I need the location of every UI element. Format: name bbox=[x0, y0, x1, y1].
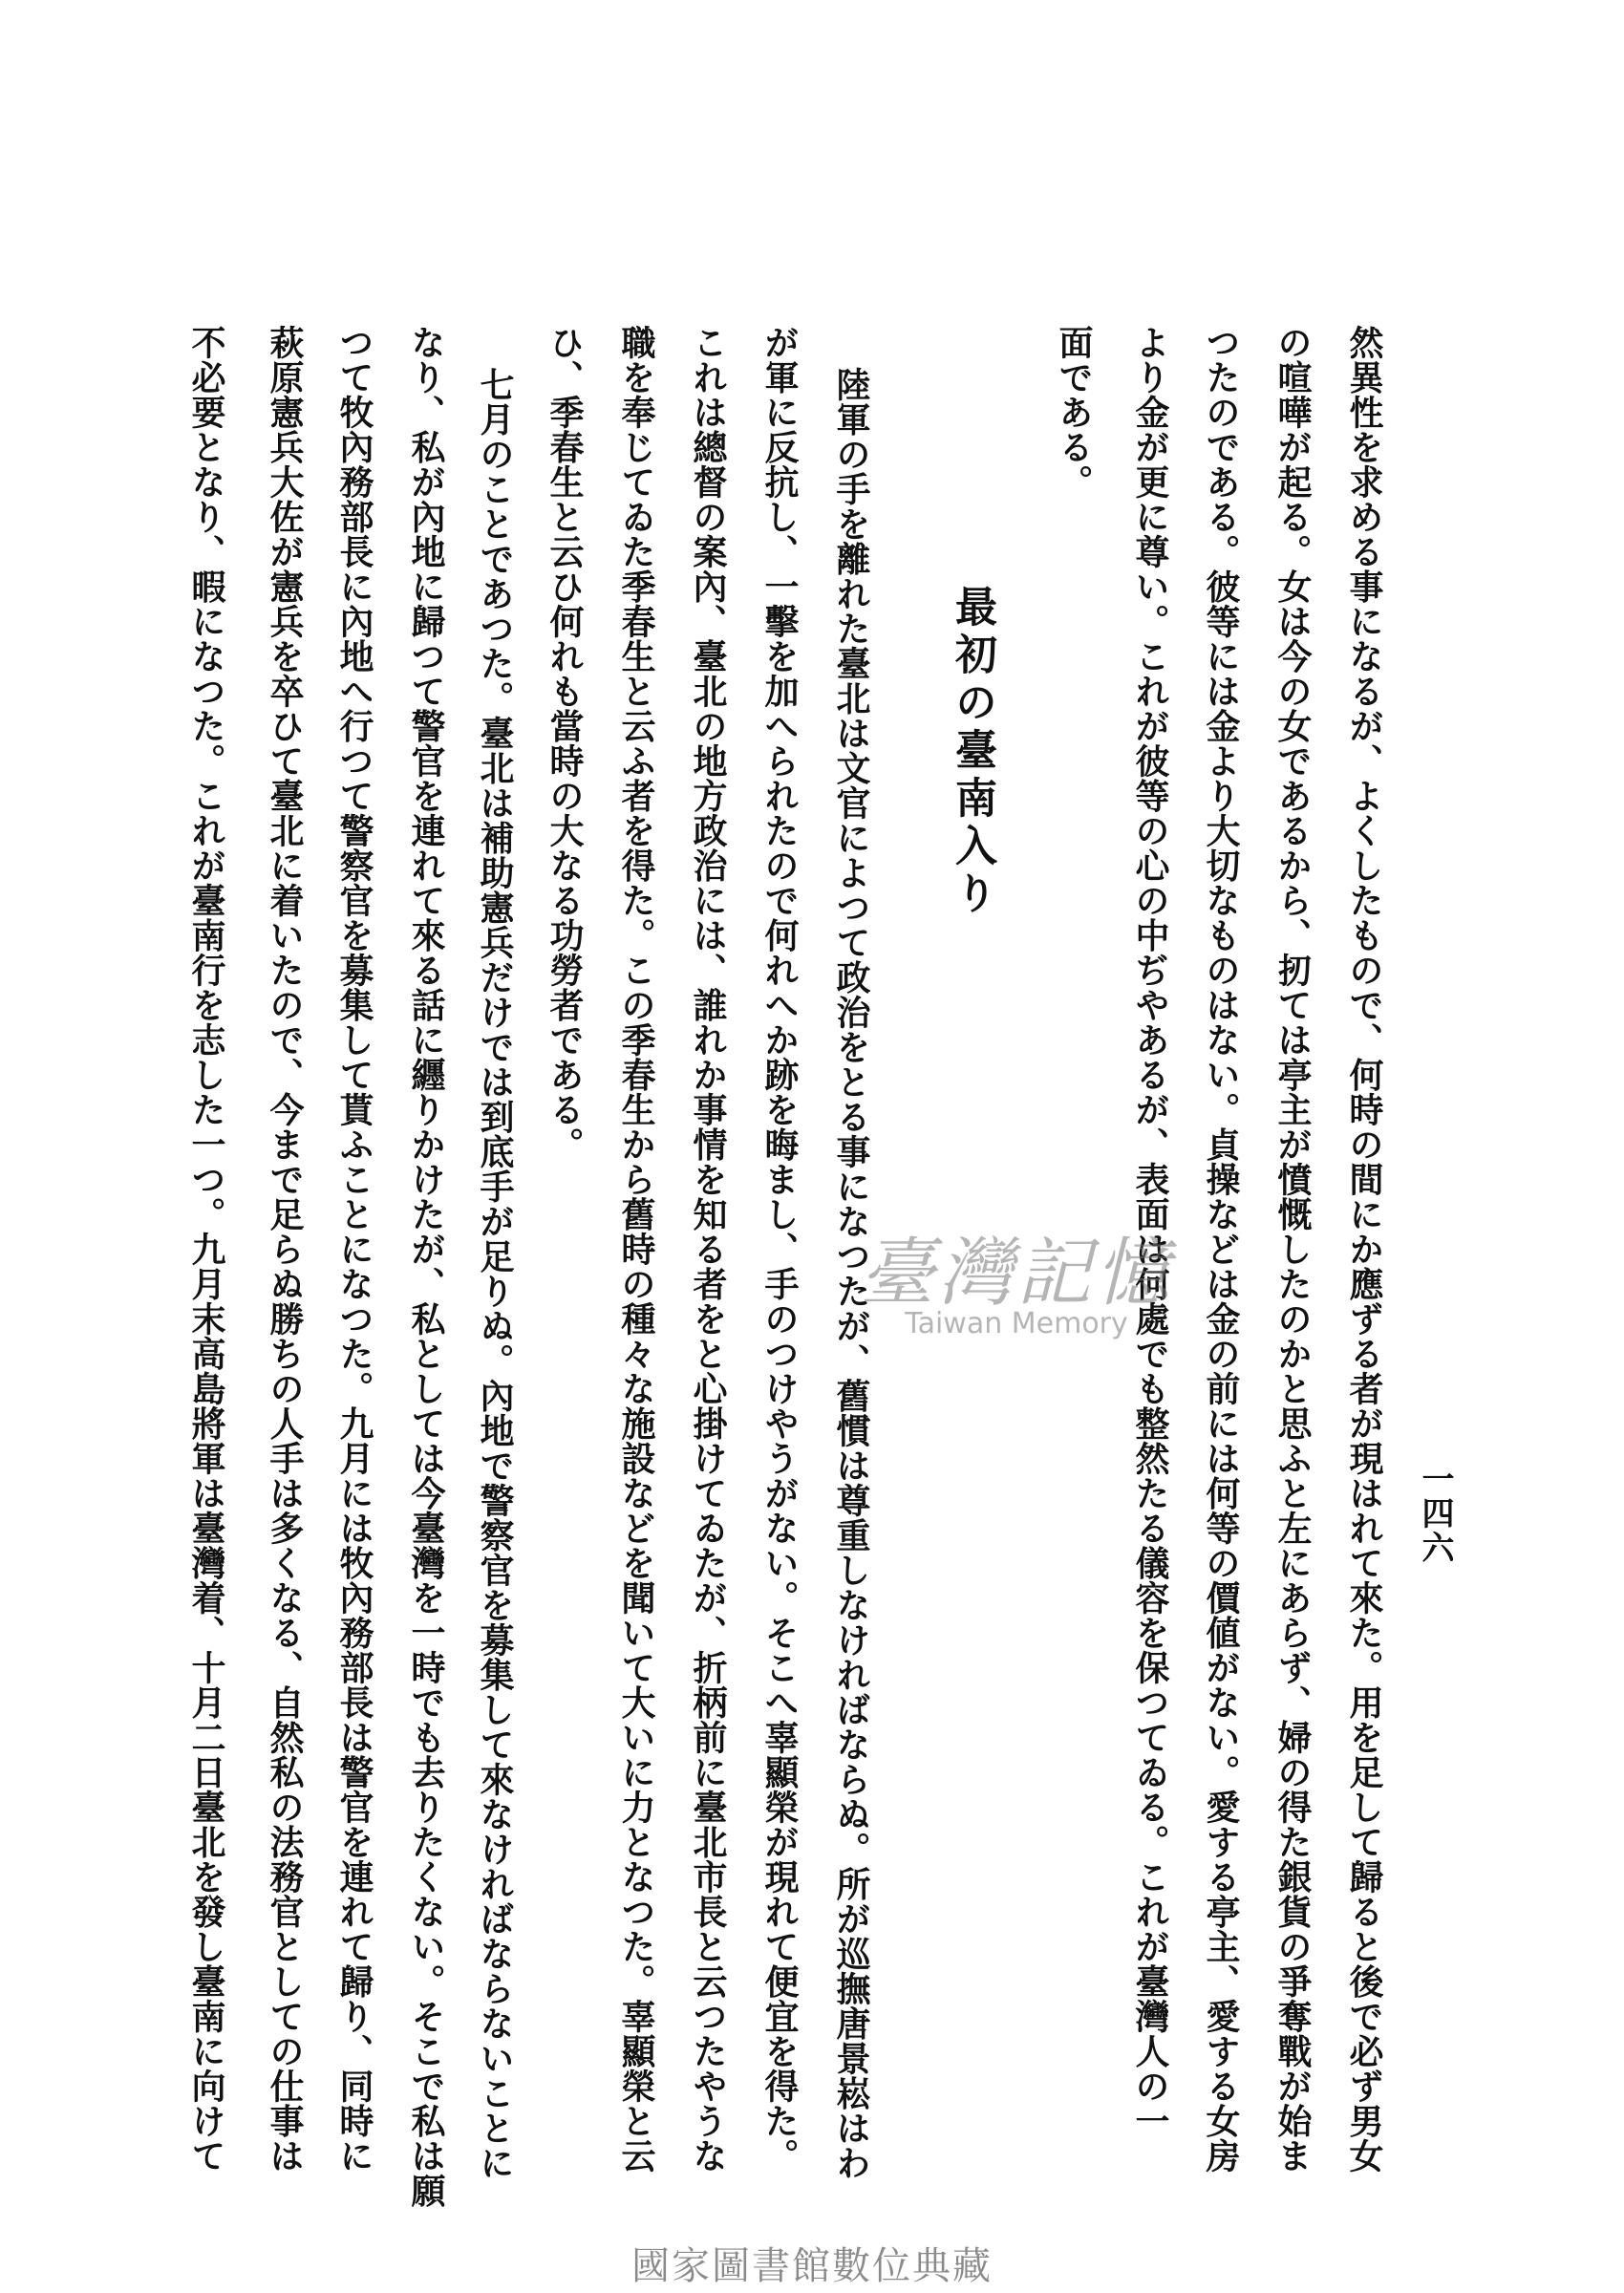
text-column-2: の喧嘩が起る。女は今の女であるから、扨ては亭主が憤慨したのかと思ふと左にあらず、婦の得た銀貨の爭奪戰が始ま bbox=[1272, 325, 1313, 2174]
watermark-logo: 臺灣記憶 bbox=[860, 1231, 1174, 1317]
text-column-13: つて牧內務部長に內地へ行つて警察官を募集して貰ふことになつた。九月には牧內務部長は警官を連れて歸り、同時に bbox=[334, 325, 374, 2174]
text-column-12: なり、私が內地に歸つて警官を連れて來る話に纒りかけたが、私としては今臺灣を一時でも去りたくない。そこで私は願 bbox=[406, 325, 446, 2208]
text-column-6: 陸軍の手を離れた臺北は文官によつて政治をとる事になつたが、舊慣は尊重しなければならぬ。所が巡撫唐景崧はわ bbox=[831, 367, 871, 2180]
text-column-7: が軍に反抗し、一擊を加へられたので何れへか跡を晦まし、手のつけやうがない。そこへ辜顯榮が現れて便宜を得た。 bbox=[759, 325, 800, 2174]
watermark-english: Taiwan Memory bbox=[905, 1307, 1128, 1340]
text-column-11: 七月のことであつた。臺北は補助憲兵だけでは到底手が足りぬ。內地で警察官を募集して來なければならないことに bbox=[475, 367, 515, 2180]
text-column-3: つたのである。彼等には金より大切なものはない。貞操などは金の前には何等の價値がない。愛する亭主、愛する女房 bbox=[1201, 325, 1241, 2174]
text-column-14: 萩原憲兵大佐が憲兵を卒ひて臺北に着いたので、今まで足らぬ勝ちの人手は多くなる、自然私の法務官としての仕事は bbox=[265, 325, 305, 2174]
text-column-4: より金が更に尊い。これが彼等の心の中ぢやあるが、表面は何處でも整然たる儀容を保つてゐる。これが臺灣人の一 bbox=[1130, 325, 1170, 2138]
text-column-10: ひ、季春生と云ひ何れも當時の大なる功勞者である。 bbox=[545, 325, 585, 1162]
text-column-15: 不必要となり、暇になつた。これが臺南行を志した一つ。九月末高島將軍は臺灣着、十月二日臺北を發し臺南に向けて bbox=[186, 325, 226, 2174]
text-column-9: 職を奉じてゐた季春生と云ふ者を得た。この季春生から舊時の種々な施設などを聞いて大いに力となつた。辜顯榮と云 bbox=[616, 325, 656, 2174]
page-number: 一四六 bbox=[1416, 1462, 1454, 1565]
text-column-8: これは總督の案內、臺北の地方政治には、誰れか事情を知る者をと心掛けてゐたが、折柄前に臺北市長と云つたやうな bbox=[688, 325, 728, 2174]
text-column-5: 面である。 bbox=[1054, 325, 1094, 500]
section-title: 最初の臺南入り bbox=[948, 585, 996, 919]
footer-archive-label: 國家圖書館數位典藏 bbox=[631, 2244, 993, 2288]
text-column-1: 然異性を求める事になるが、よくしたもので、何時の間にか應ずる者が現はれて來た。用を足して歸ると後で必ず男女 bbox=[1344, 325, 1384, 2174]
